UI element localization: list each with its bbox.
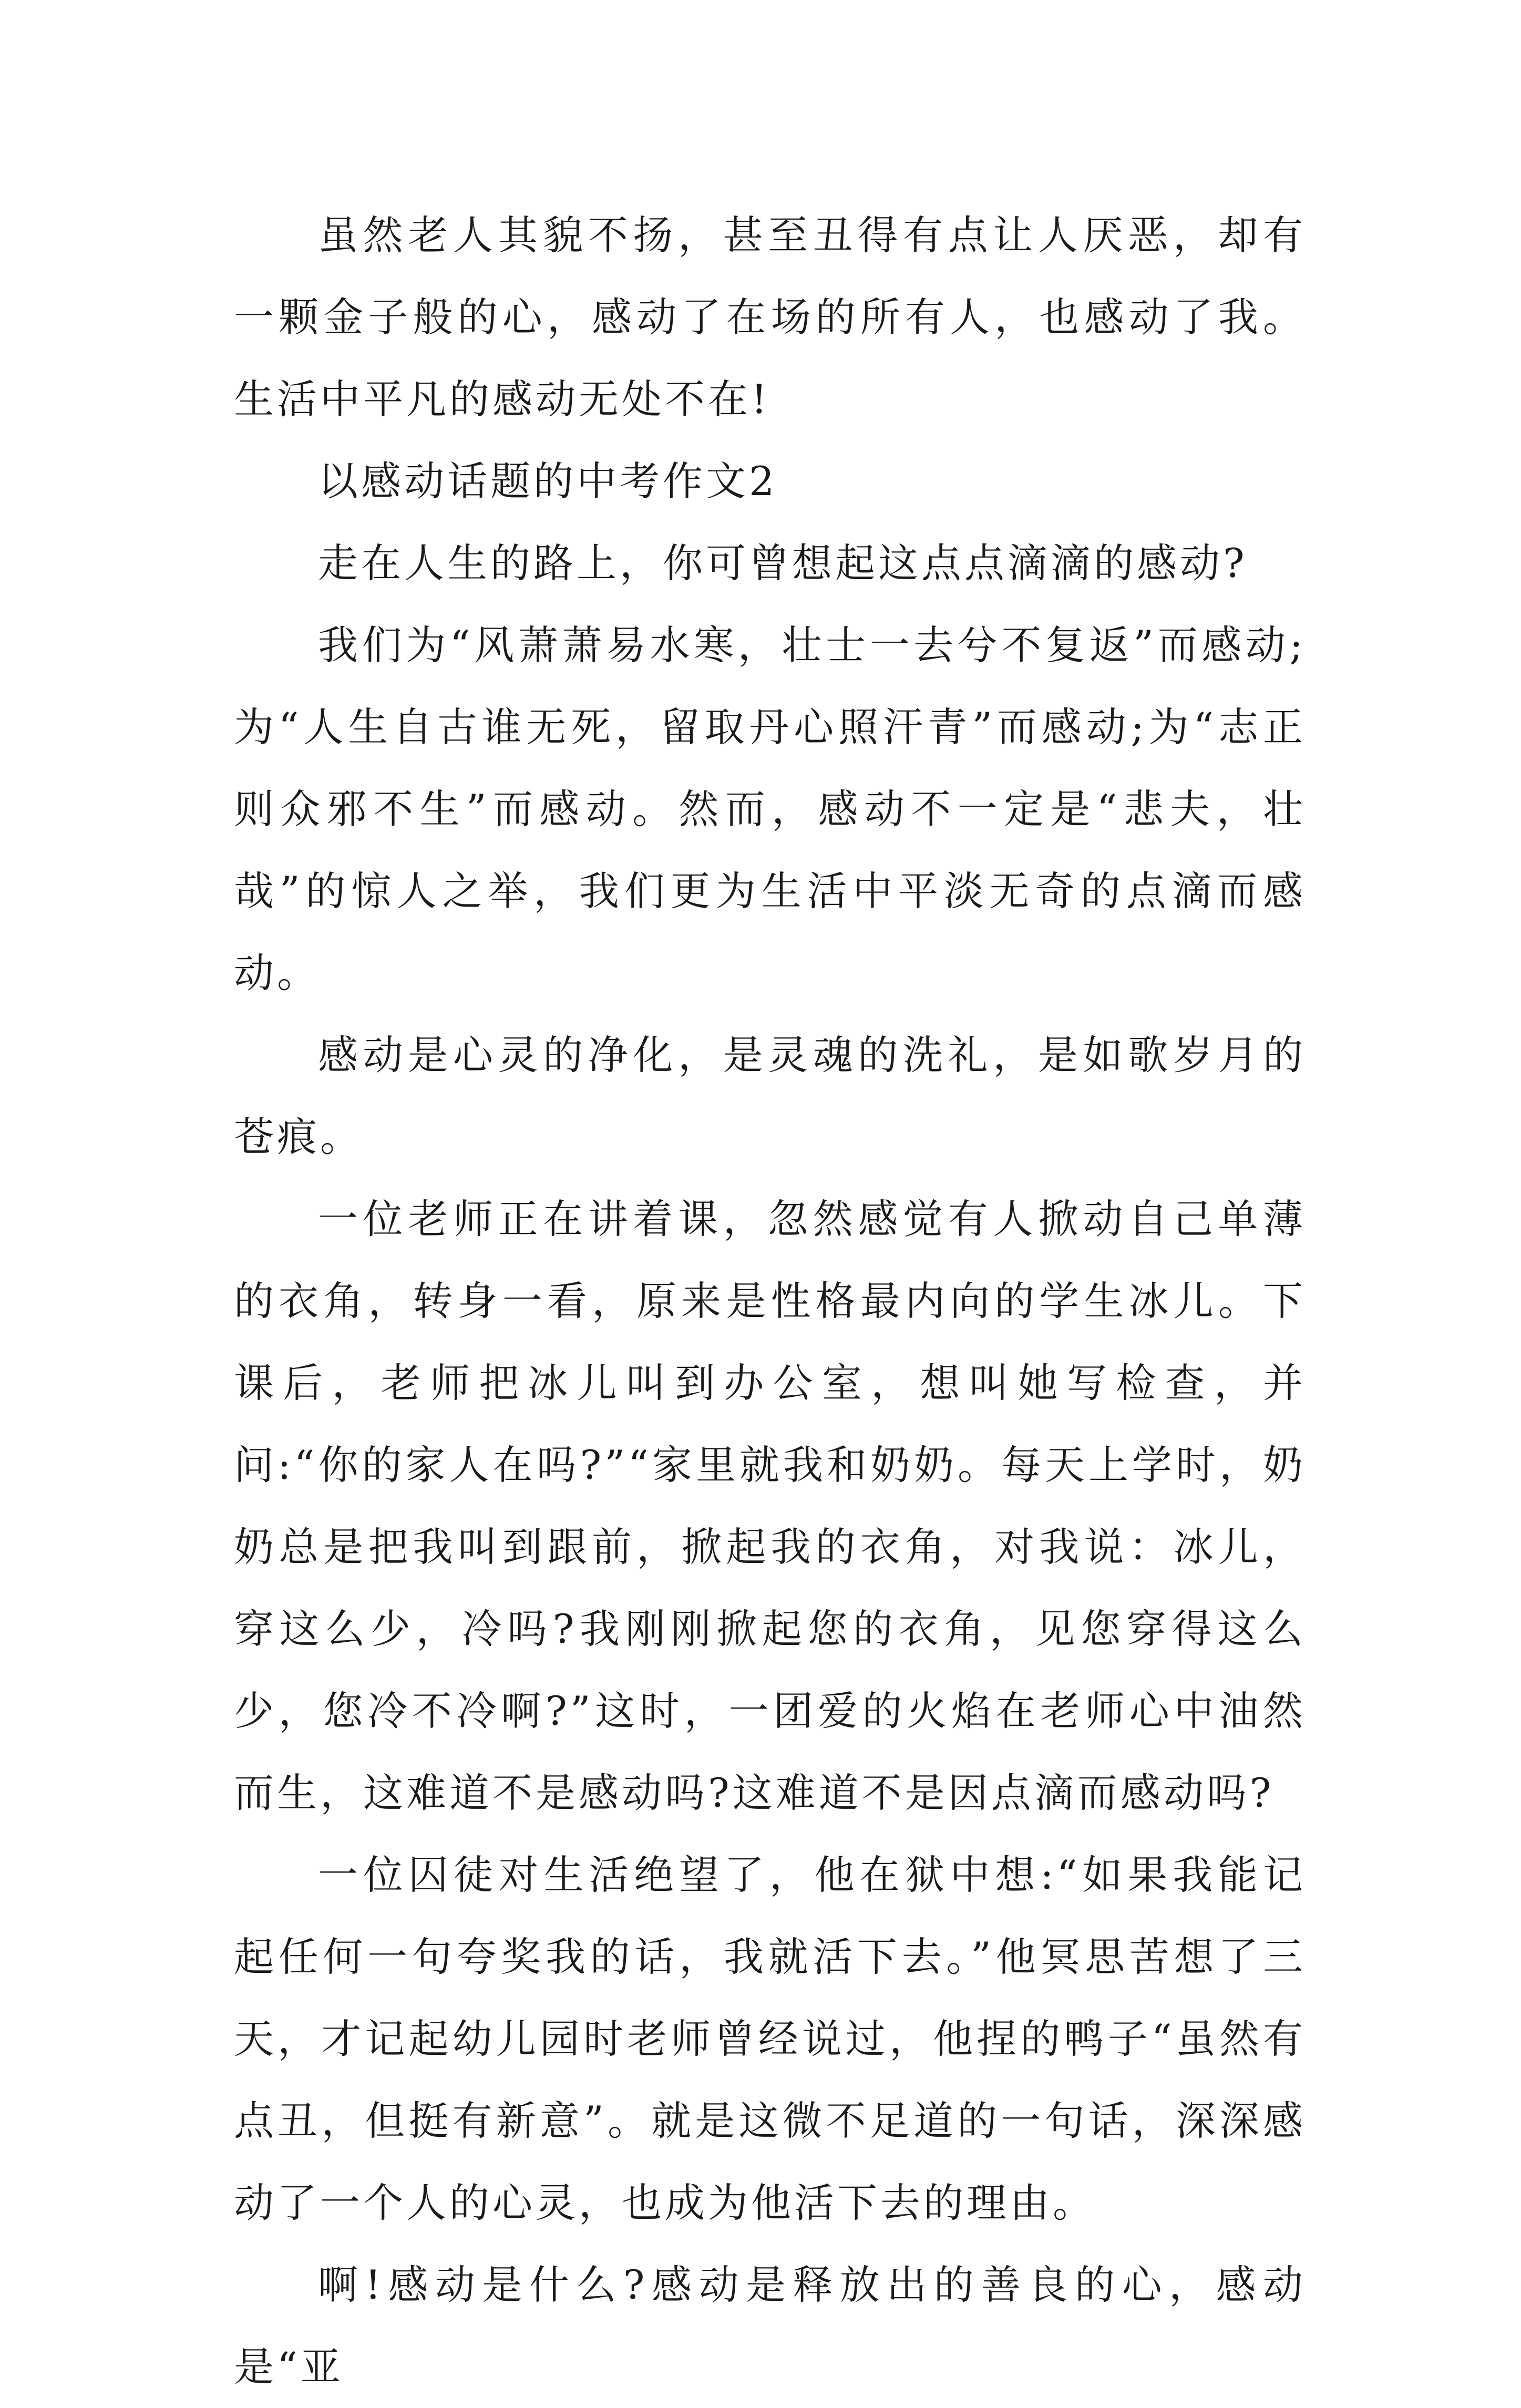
paragraph-what-is-emotion: 啊!感动是什么?感动是释放出的善良的心，感动是“亚 xyxy=(234,2261,1306,2390)
paragraph-prisoner-story: 一位囚徒对生活绝望了，他在狱中想:“如果我能记起任何一句夸奖我的话，我就活下去。”他冥思苦想了三天，才记起幼儿园时老师曾经说过，他捏的鸭子“虽然有点丑，但挺有新意”。就是这微不足道的一句话，深深感动了一个人的心灵，也成为他活下去的理由。 xyxy=(234,1851,1306,2226)
paragraph-opening-question: 走在人生的路上，你可曾想起这点点滴滴的感动? xyxy=(318,540,1248,586)
document-body xyxy=(234,194,1306,2408)
paragraph-definition: 感动是心灵的净化，是灵魂的洗礼，是如歌岁月的苍痕。 xyxy=(234,1032,1306,1160)
paragraph-teacher-story: 一位老师正在讲着课，忽然感觉有人掀动自己单薄的衣角，转身一看，原来是性格最内向的学生冰儿。下课后，老师把冰儿叫到办公室，想叫她写检查，并问:“你的家人在吗?”“家里就我和奶奶。每天上学时，奶奶总是把我叫到跟前，掀起我的衣角，对我说：冰儿，穿这么少，冷吗?我刚刚掀起您的衣角，见您穿得这么少，您冷不冷啊?”这时，一团爱的火焰在老师心中油然而生，这难道不是感动吗?这难道不是因点滴而感动吗? xyxy=(234,1196,1306,1816)
paragraph-old-man-conclusion: 虽然老人其貌不扬，甚至丑得有点让人厌恶，却有一颗金子般的心，感动了在场的所有人，也感动了我。生活中平凡的感动无处不在! xyxy=(234,212,1306,423)
essay-title: 以感动话题的中考作文2 xyxy=(318,458,778,505)
paragraph-poetry-quotes: 我们为“风萧萧易水寒，壮士一去兮不复返”而感动;为“人生自古谁无死，留取丹心照汗青”而感动;为“志正则众邪不生”而感动。然而，感动不一定是“悲夫，壮哉”的惊人之举，我们更为生活中平淡无奇的点滴而感动。 xyxy=(234,622,1306,996)
